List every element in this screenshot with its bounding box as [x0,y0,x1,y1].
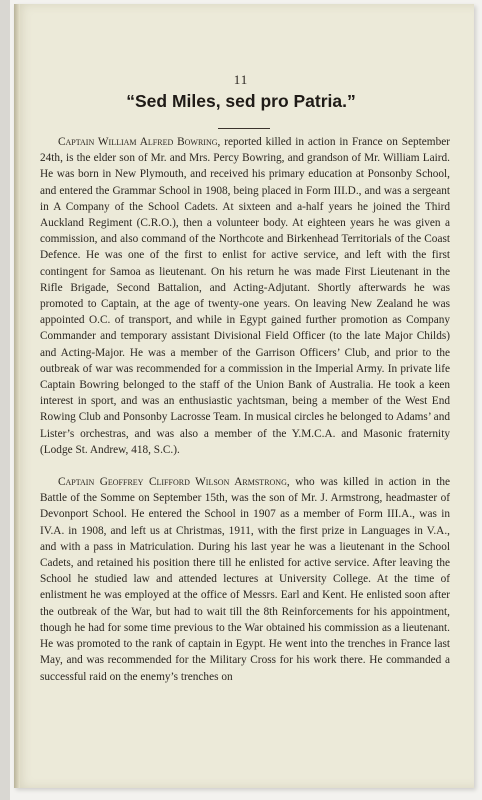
title-rule [218,128,270,129]
name-armstrong: Captain Geoffrey Clifford Wilson Armstrong, [58,476,290,489]
text-armstrong: who was killed in action in the Battle of the Somme on September 15th, was the son of Mr. J. Armstrong, headmaster of Devonport School. He entered the School in 1907 as a member of Form III.A., was in IV.A. in 1908, and left us at Christmas, 1911, with the first prize in Languages in V.A., and with a pass in Matriculation. During his last year he was a lieutenant in the School Cadets, and retained his position there till he enlisted for active service. After leaving the School he studied law and attended lectures at University College. At the time of enlistment he was employed at the office of Messrs. Earl and Kent. He enlisted soon after the outbreak of the War, but had to wait till the 8th Reinforcements for his appointment, though he had for some time previous to the War obtained his commission as a lieutenant. He was promoted to the rank of captain in Egypt. He went into the trenches in France last May, and was recommended for the Military Cross for his work there. He commanded a successful raid on the enemy’s trenches on [40,476,451,683]
outer-margin [0,0,10,800]
paragraph-armstrong [40,474,450,685]
page-title: “Sed Miles, sed pro Patria.” [126,91,356,111]
spine-shadow [14,4,20,788]
paragraph-bowring [40,134,450,458]
text-bowring: reported killed in action in France on September 24th, is the elder son of Mr. and Mrs. Percy Bowring, and grandson of Mr. William Laird. He was born in New Plymouth, and received his primary education at Ponsonby School, and entered the Grammar School in 1908, being placed in Form III.D., and was a sergeant in A Company of the School Cadets. At sixteen and a-half years he joined the Third Auckland Regiment (C.R.O.), then a volunteer body. At eighteen years he was given a commission, and also command of the Northcote and Birkenhead Territorials of the Coast Defence. He was one of the first to enlist for active service, and left with the first contingent for Samoa as lieutenant. On his return he was made First Lieutenant in the Rifle Brigade, Second Battalion, and Acting-Adjutant. Shortly afterwards he was promoted to Captain, at the age of twenty-one years. On leaving New Zealand he was appointed O.C. of transport, and while in Egypt gained further promotion as Company Commander and temporary assistant Divisional Field Officer (to the late Major Childs) and Acting-Major. He was a member of the Garrison Officers’ Club, and prior to the outbreak of war was recommended for a commission in the Imperial Army. In private life Captain Bowring belonged to the staff of the Union Bank of Australia. He took a keen interest in sport, and was an enthusiastic yachtsman, being a member of the West End Rowing Club and Ponsonby Lacrosse Team. In musical circles he belonged to Adams’ and Lister’s orchestras, and was also a member of the Y.M.C.A. and Masonic fraternity (Lodge St. Andrew, 418, S.C.). [40,136,451,456]
article-body [40,134,450,701]
name-bowring: Captain William Alfred Bowring, [58,136,221,148]
page-number: 11 [233,72,249,87]
